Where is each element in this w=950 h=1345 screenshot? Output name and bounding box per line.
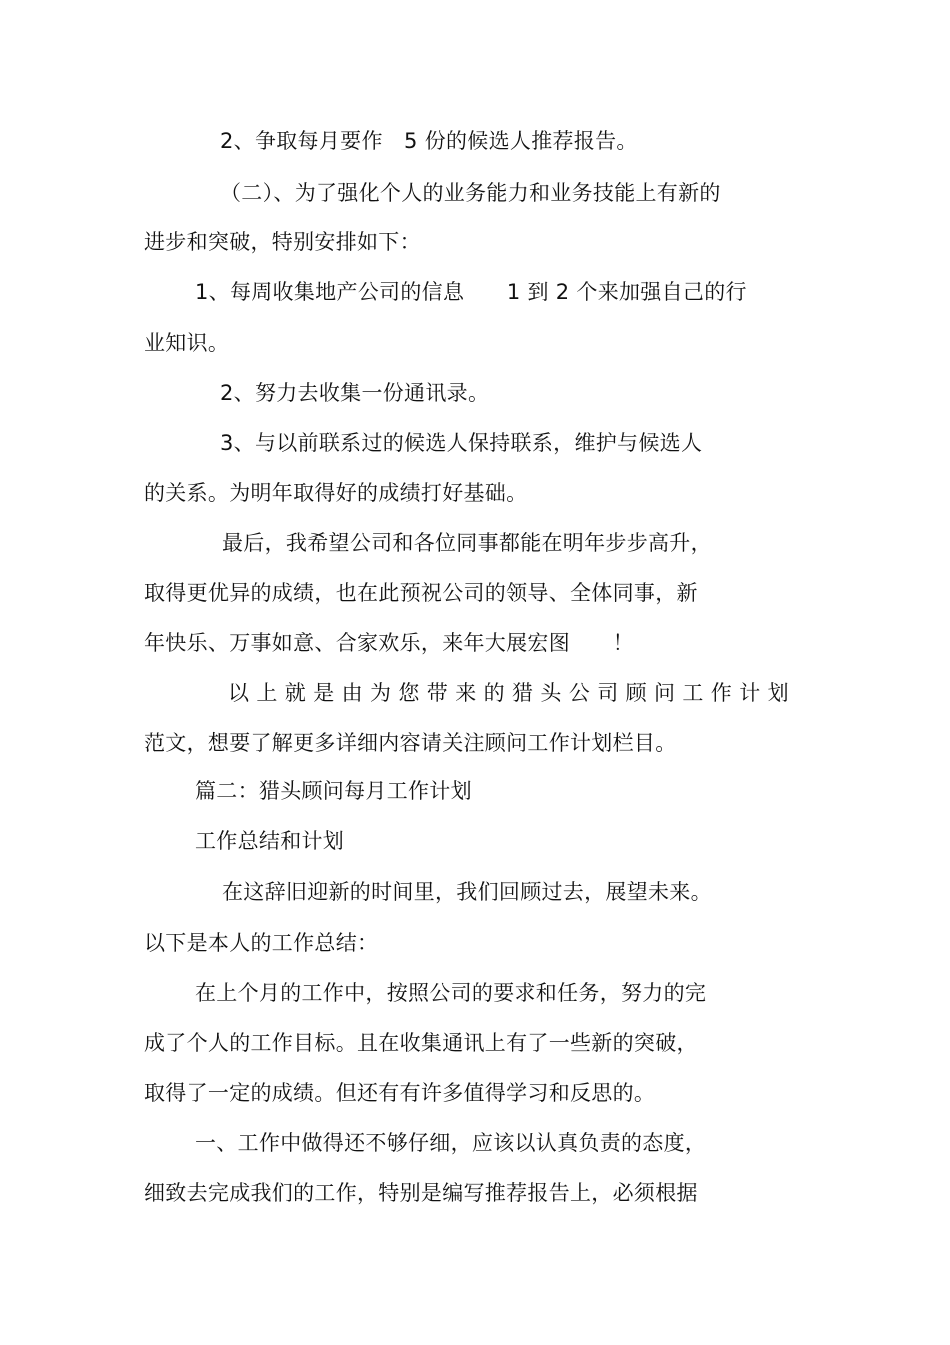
text-line-12: 以上就是由为您带来的猎头公司顾问工作计划	[228, 681, 796, 705]
text-line-9: 最后，我希望公司和各位同事都能在明年步步高升，	[222, 531, 712, 555]
text-line-13: 范文，想要了解更多详细内容请关注顾问工作计划栏目。	[144, 731, 677, 755]
text-line-20: 取得了一定的成绩。但还有有许多值得学习和反思的。	[144, 1081, 656, 1105]
section-subheading: 工作总结和计划	[195, 829, 345, 853]
text-line-16: 在这辞旧迎新的时间里，我们回顾过去，展望未来。	[222, 880, 712, 904]
text-line-8: 的关系。为明年取得好的成绩打好基础。	[144, 481, 528, 505]
text-line-22: 细致去完成我们的工作，特别是编写推荐报告上，必须根据	[144, 1181, 698, 1205]
text-line-6: 2、努力去收集一份通讯录。	[220, 381, 490, 405]
text-line-4: 1、每周收集地产公司的信息 1 到 2 个来加强自己的行	[195, 280, 747, 304]
text-line-5: 业知识。	[144, 331, 230, 355]
text-line-10: 取得更优异的成绩，也在此预祝公司的领导、全体同事，新	[144, 581, 698, 605]
text-line-11: 年快乐、万事如意、合家欢乐，来年大展宏图 ！	[144, 631, 634, 655]
section-heading: 篇二：猎头顾问每月工作计划	[195, 779, 472, 803]
text-line-21: 一、工作中做得还不够仔细，应该以认真负责的态度，	[195, 1131, 707, 1155]
text-line-19: 成了个人的工作目标。且在收集通讯上有了一些新的突破，	[144, 1031, 698, 1055]
text-line-1: 2、争取每月要作 5 份的候选人推荐报告。	[220, 129, 638, 153]
text-line-18: 在上个月的工作中，按照公司的要求和任务，努力的完	[195, 981, 707, 1005]
text-line-3: 进步和突破，特别安排如下：	[144, 230, 421, 254]
text-line-7: 3、与以前联系过的候选人保持联系，维护与候选人	[220, 431, 703, 455]
text-line-17: 以下是本人的工作总结：	[144, 931, 379, 955]
text-line-2: （二）、为了强化个人的业务能力和业务技能上有新的	[220, 181, 721, 205]
